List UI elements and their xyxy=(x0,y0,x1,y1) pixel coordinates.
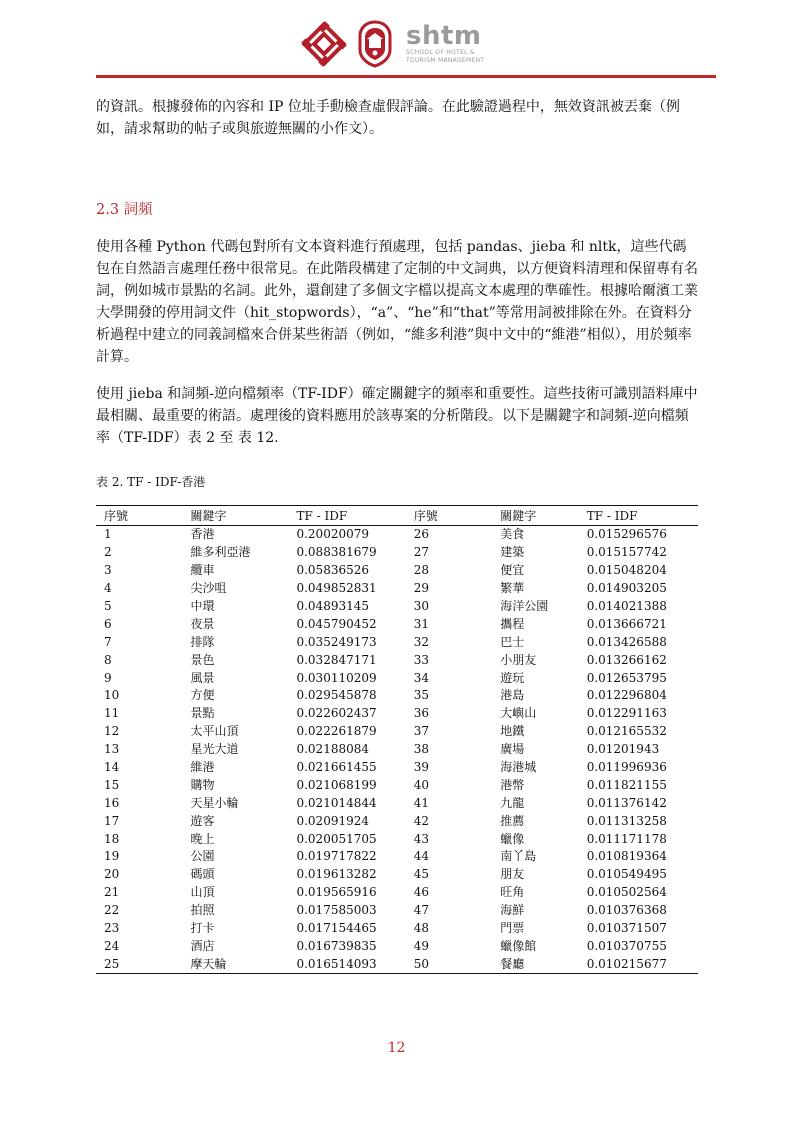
header-tfidf-2: TF - IDF xyxy=(579,506,698,526)
cell-tfidf: 0.014021388 xyxy=(586,599,667,613)
cell-keyword: 晚上 xyxy=(190,831,215,846)
cell-keyword: 拍照 xyxy=(190,903,215,918)
table-row xyxy=(96,920,698,938)
cell-index: 48 xyxy=(413,921,430,936)
cell-tfidf: 0.030110209 xyxy=(296,670,377,685)
cell-tfidf: 0.015048204 xyxy=(586,563,667,578)
cell-tfidf: 0.011996936 xyxy=(586,760,667,775)
cell-index: 17 xyxy=(104,813,120,828)
cell-keyword: 港島 xyxy=(500,688,525,703)
cell-tfidf: 0.022602437 xyxy=(296,706,377,721)
cell-keyword: 遊玩 xyxy=(500,670,525,685)
table-row xyxy=(96,866,698,884)
table-row xyxy=(96,687,698,705)
cell-keyword: 維多利亞港 xyxy=(190,545,251,560)
cell-keyword: 攜程 xyxy=(500,616,525,631)
cell-index: 18 xyxy=(104,831,120,846)
cell-tfidf: 0.012291163 xyxy=(586,706,667,721)
cell-index: 4 xyxy=(104,581,112,596)
cell-keyword: 海港城 xyxy=(500,760,537,775)
cell-index: 8 xyxy=(104,652,112,667)
cell-keyword: 中環 xyxy=(190,599,215,613)
header-keyword-2: 關鍵字 xyxy=(492,506,578,526)
cell-keyword: 摩天輪 xyxy=(183,955,289,973)
cell-index: 38 xyxy=(413,742,430,757)
cell-keyword: 酒店 xyxy=(190,938,215,953)
table-row xyxy=(96,651,698,669)
cell-tfidf: 0.011171178 xyxy=(586,831,667,846)
cell-keyword: 海洋公園 xyxy=(500,599,549,613)
cell-keyword: 朋友 xyxy=(500,867,525,882)
page-header xyxy=(0,0,793,80)
cell-keyword: 夜景 xyxy=(190,616,215,631)
header-index-2: 序號 xyxy=(406,506,493,526)
cell-index: 10 xyxy=(104,688,120,703)
logo-word: shtm xyxy=(406,21,482,51)
cell-index: 19 xyxy=(104,849,120,864)
paragraph-2: 使用各種 Python 代碼包對所有文本資料進行預處理，包括 pandas、jieba 和 nltk，這些代碼包在自然語言處理任務中很常見。在此階段構建了定制的中文詞典，以方便資料清理和保留專有名詞，例如城市景點的名詞。此外，還創建了多個文字檔以提高文本處理的準確性。根據哈爾濱工業大學開發的停用詞文件（hit_stopwords），“a”、“he”和“that”等常用詞被排除在外。在資料分析過程中建立的同義詞檔來合併某些術語（例如，“維多利港”與中文中的“維港”相似），用於頻率計算。 xyxy=(96,239,698,365)
cell-index: 29 xyxy=(413,581,430,596)
table-header-row xyxy=(96,506,698,526)
cell-keyword: 旺角 xyxy=(500,885,525,900)
cell-index: 13 xyxy=(104,742,120,757)
cell-keyword: 繁華 xyxy=(500,581,525,596)
cell-tfidf: 0.016739835 xyxy=(296,938,377,953)
header-divider xyxy=(96,75,716,78)
cell-keyword: 碼頭 xyxy=(190,867,215,882)
header-index-1: 序號 xyxy=(96,506,183,526)
cell-index: 20 xyxy=(104,867,120,882)
cell-tfidf: 0.013266162 xyxy=(586,652,667,667)
cell-keyword: 港幣 xyxy=(500,777,525,792)
cell-index: 31 xyxy=(413,616,430,631)
cell-index: 41 xyxy=(413,795,430,810)
cell-index: 30 xyxy=(413,599,430,613)
cell-keyword: 風景 xyxy=(190,670,215,685)
table-row xyxy=(96,526,698,544)
cell-tfidf: 0.02188084 xyxy=(296,742,369,757)
cell-tfidf: 0.016514093 xyxy=(288,955,405,973)
cell-keyword: 天星小輪 xyxy=(190,795,239,810)
cell-tfidf: 0.012296804 xyxy=(586,688,667,703)
cell-keyword: 蠟像 xyxy=(500,831,525,846)
cell-tfidf: 0.010371507 xyxy=(586,921,667,936)
paragraph-3: 使用 jieba 和詞頻-逆向檔頻率（TF-IDF）確定關鍵字的頻率和重要性。這些技術可識別語料庫中最相關、最重要的術語。處理後的資料應用於該專案的分析階段。以下是關鍵字和詞頻-逆向檔頻率（TF-IDF）表 2 至 表 12. xyxy=(96,386,698,446)
cell-tfidf: 0.010549495 xyxy=(586,867,667,882)
cell-tfidf: 0.020051705 xyxy=(296,831,377,846)
table-row xyxy=(96,741,698,759)
polyu-knot-logo-icon xyxy=(300,20,348,68)
cell-index: 16 xyxy=(104,795,120,810)
cell-tfidf: 0.010215677 xyxy=(579,955,698,973)
cell-index: 26 xyxy=(413,527,430,542)
cell-keyword: 太平山頂 xyxy=(190,724,239,739)
cell-index: 25 xyxy=(96,955,183,973)
cell-tfidf: 0.019565916 xyxy=(296,885,377,900)
cell-tfidf: 0.02091924 xyxy=(296,813,369,828)
cell-index: 47 xyxy=(413,903,430,918)
cell-index: 21 xyxy=(104,885,120,900)
cell-tfidf: 0.045790452 xyxy=(296,616,377,631)
cell-index: 37 xyxy=(413,724,430,739)
cell-index: 7 xyxy=(104,634,112,649)
table-row xyxy=(96,705,698,723)
cell-tfidf: 0.013426588 xyxy=(586,634,667,649)
table-row xyxy=(96,544,698,562)
table-row xyxy=(96,580,698,598)
cell-keyword: 大嶼山 xyxy=(500,706,537,721)
cell-keyword: 尖沙咀 xyxy=(190,581,227,596)
cell-keyword: 九龍 xyxy=(500,795,525,810)
cell-tfidf: 0.088381679 xyxy=(296,545,377,560)
cell-keyword: 蠟像館 xyxy=(500,938,537,953)
logo-subtitle-line2: TOURISM MANAGEMENT xyxy=(406,57,485,64)
cell-tfidf: 0.019613282 xyxy=(296,867,377,882)
table-row xyxy=(96,776,698,794)
logo-subtitle-line1: SCHOOL OF HOTEL & xyxy=(406,49,476,56)
cell-keyword: 餐廳 xyxy=(492,955,578,973)
cell-index: 22 xyxy=(104,903,120,918)
cell-index: 34 xyxy=(413,670,430,685)
logo-wordmark xyxy=(406,23,484,65)
cell-index: 12 xyxy=(104,724,120,739)
cell-tfidf: 0.021014844 xyxy=(296,795,377,810)
cell-keyword: 遊客 xyxy=(190,813,215,828)
cell-keyword: 巴士 xyxy=(500,634,525,649)
table-row xyxy=(96,562,698,580)
cell-keyword: 南丫島 xyxy=(500,849,537,864)
section-heading: 2.3 詞頻 xyxy=(96,202,153,218)
cell-index: 39 xyxy=(413,760,430,775)
table-row xyxy=(96,830,698,848)
cell-tfidf: 0.01201943 xyxy=(586,742,660,757)
table-row xyxy=(96,794,698,812)
cell-tfidf: 0.015296576 xyxy=(586,527,667,542)
table-row xyxy=(96,937,698,955)
cell-keyword: 推薦 xyxy=(500,813,525,828)
cell-keyword: 海鮮 xyxy=(500,903,525,918)
tfidf-table xyxy=(96,505,698,974)
table-row xyxy=(96,759,698,777)
cell-tfidf: 0.015157742 xyxy=(586,545,667,560)
cell-tfidf: 0.011376142 xyxy=(586,795,667,810)
cell-index: 27 xyxy=(413,545,430,560)
table-row xyxy=(96,902,698,920)
cell-keyword: 廣場 xyxy=(500,742,525,757)
cell-index: 40 xyxy=(413,777,430,792)
cell-tfidf: 0.035249173 xyxy=(296,634,377,649)
cell-tfidf: 0.012653795 xyxy=(586,670,667,685)
cell-index: 28 xyxy=(413,563,430,578)
cell-index: 1 xyxy=(104,527,112,542)
cell-tfidf: 0.021068199 xyxy=(296,777,377,792)
page-number: 12 xyxy=(387,1040,406,1056)
cell-index: 50 xyxy=(406,955,493,973)
cell-tfidf: 0.021661455 xyxy=(296,760,377,775)
table-row xyxy=(96,669,698,687)
cell-tfidf: 0.049852831 xyxy=(296,581,377,596)
cell-tfidf: 0.032847171 xyxy=(296,652,377,667)
table-row xyxy=(96,615,698,633)
cell-keyword: 星光大道 xyxy=(190,742,239,757)
cell-tfidf: 0.010370755 xyxy=(586,938,667,953)
cell-tfidf: 0.013666721 xyxy=(586,616,667,631)
cell-index: 46 xyxy=(413,885,430,900)
table-row xyxy=(96,633,698,651)
table-caption: 表 2. TF - IDF-香港 xyxy=(96,475,206,489)
cell-tfidf: 0.20020079 xyxy=(296,527,369,542)
shtm-crest-icon xyxy=(356,20,394,68)
cell-keyword: 山頂 xyxy=(190,885,215,900)
table-body xyxy=(96,526,698,974)
logo-group xyxy=(300,18,484,70)
cell-index: 24 xyxy=(104,938,120,953)
table-row xyxy=(96,598,698,616)
cell-index: 5 xyxy=(104,599,112,613)
cell-index: 23 xyxy=(104,921,120,936)
cell-keyword: 維港 xyxy=(190,760,215,775)
cell-keyword: 公園 xyxy=(190,849,215,864)
cell-keyword: 地鐵 xyxy=(500,724,525,739)
cell-index: 14 xyxy=(104,760,120,775)
cell-index: 42 xyxy=(413,813,430,828)
cell-tfidf: 0.019717822 xyxy=(296,849,377,864)
cell-tfidf: 0.010502564 xyxy=(586,885,667,900)
cell-index: 15 xyxy=(104,777,120,792)
table-row xyxy=(96,955,698,973)
cell-tfidf: 0.011821155 xyxy=(586,777,667,792)
cell-index: 2 xyxy=(104,545,112,560)
cell-keyword: 門票 xyxy=(500,921,525,936)
cell-tfidf: 0.022261879 xyxy=(296,724,377,739)
cell-index: 36 xyxy=(413,706,430,721)
cell-index: 35 xyxy=(413,688,430,703)
cell-index: 43 xyxy=(413,831,430,846)
paragraph-1: 的資訊。根據發佈的內容和 IP 位址手動檢查虛假評論。在此驗證過程中，無效資訊被丟棄（例如，請求幫助的帖子或與旅遊無關的小作文）。 xyxy=(96,99,680,137)
cell-tfidf: 0.011313258 xyxy=(586,813,667,828)
cell-keyword: 小朋友 xyxy=(500,652,537,667)
cell-index: 11 xyxy=(104,706,120,721)
cell-tfidf: 0.010819364 xyxy=(586,849,667,864)
cell-keyword: 方便 xyxy=(190,688,215,703)
cell-keyword: 香港 xyxy=(190,527,215,542)
cell-index: 3 xyxy=(104,563,112,578)
cell-keyword: 景色 xyxy=(190,652,215,667)
cell-keyword: 打卡 xyxy=(190,921,215,936)
cell-keyword: 美食 xyxy=(500,527,525,542)
table-row xyxy=(96,812,698,830)
cell-index: 49 xyxy=(413,938,430,953)
table-row xyxy=(96,884,698,902)
cell-tfidf: 0.04893145 xyxy=(296,599,369,613)
cell-index: 6 xyxy=(104,616,112,631)
cell-index: 45 xyxy=(413,867,430,882)
table-row xyxy=(96,848,698,866)
cell-tfidf: 0.017154465 xyxy=(296,921,377,936)
header-keyword-1: 關鍵字 xyxy=(183,506,289,526)
cell-keyword: 便宜 xyxy=(500,563,525,578)
cell-index: 9 xyxy=(104,670,112,685)
table-row xyxy=(96,723,698,741)
cell-index: 44 xyxy=(413,849,430,864)
cell-tfidf: 0.012165532 xyxy=(586,724,667,739)
header-tfidf-1: TF - IDF xyxy=(288,506,405,526)
cell-index: 32 xyxy=(413,634,430,649)
cell-keyword: 纜車 xyxy=(190,563,215,578)
cell-keyword: 景點 xyxy=(190,706,215,721)
cell-keyword: 購物 xyxy=(190,777,215,792)
cell-tfidf: 0.014903205 xyxy=(586,581,667,596)
cell-keyword: 建築 xyxy=(500,545,525,560)
cell-keyword: 排隊 xyxy=(190,634,215,649)
cell-index: 33 xyxy=(413,652,430,667)
cell-tfidf: 0.05836526 xyxy=(296,563,369,578)
cell-tfidf: 0.029545878 xyxy=(296,688,377,703)
cell-tfidf: 0.010376368 xyxy=(586,903,667,918)
cell-tfidf: 0.017585003 xyxy=(296,903,377,918)
